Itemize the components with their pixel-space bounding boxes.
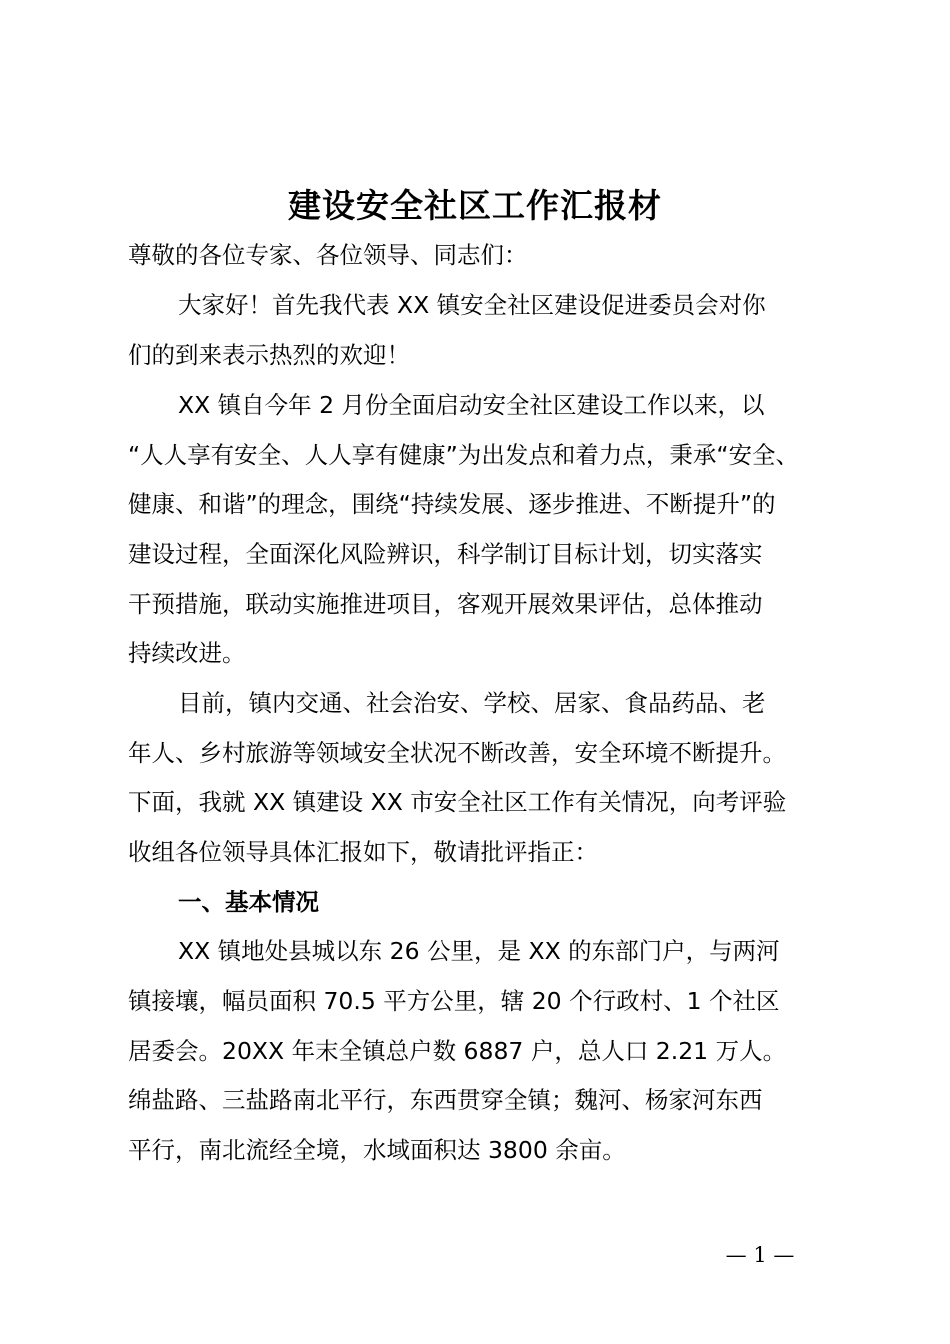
- body-text-line: 大家好！首先我代表 XX 镇安全社区建设促进委员会对你: [178, 291, 766, 319]
- body-text-line: 持续改进。: [128, 639, 246, 667]
- body-text-line: 绵盐路、三盐路南北平行，东西贯穿全镇；魏河、杨家河东西: [128, 1086, 763, 1114]
- body-text-line: 们的到来表示热烈的欢迎！: [128, 341, 410, 369]
- body-text-line: 平行，南北流经全境，水域面积达 3800 余亩。: [128, 1136, 626, 1164]
- body-text-line: 年人、乡村旅游等领域安全状况不断改善，安全环境不断提升。: [128, 739, 786, 767]
- body-text-line: XX 镇地处县城以东 26 公里，是 XX 的东部门户，与两河: [178, 937, 780, 965]
- body-text-line: 健康、和谐”的理念，围绕“持续发展、逐步推进、不断提升”的: [128, 490, 776, 518]
- body-text-line: 建设过程，全面深化风险辨识，科学制订目标计划，切实落实: [128, 540, 763, 568]
- body-text-line: XX 镇自今年 2 月份全面启动安全社区建设工作以来，以: [178, 391, 765, 419]
- section-heading: 一、基本情况: [178, 888, 319, 916]
- body-text-line: 居委会。20XX 年末全镇总户数 6887 户，总人口 2.21 万人。: [128, 1037, 787, 1065]
- body-text-line: 收组各位领导具体汇报如下，敬请批评指正：: [128, 838, 598, 866]
- body-text-line: “人人享有安全、人人享有健康”为出发点和着力点，秉承“安全、: [128, 441, 800, 469]
- salutation-line: 尊敬的各位专家、各位领导、同志们：: [128, 241, 528, 269]
- body-text-line: 干预措施，联动实施推进项目，客观开展效果评估，总体推动: [128, 590, 763, 618]
- body-text-line: 下面，我就 XX 镇建设 XX 市安全社区工作有关情况，向考评验: [128, 788, 787, 816]
- body-text-line: 镇接壤，幅员面积 70.5 平方公里，辖 20 个行政村、1 个社区: [128, 987, 780, 1015]
- document-title: 建设安全社区工作汇报材: [288, 186, 662, 225]
- page-number: — 1 —: [725, 1243, 795, 1267]
- body-text-line: 目前，镇内交通、社会治安、学校、居家、食品药品、老: [178, 689, 766, 717]
